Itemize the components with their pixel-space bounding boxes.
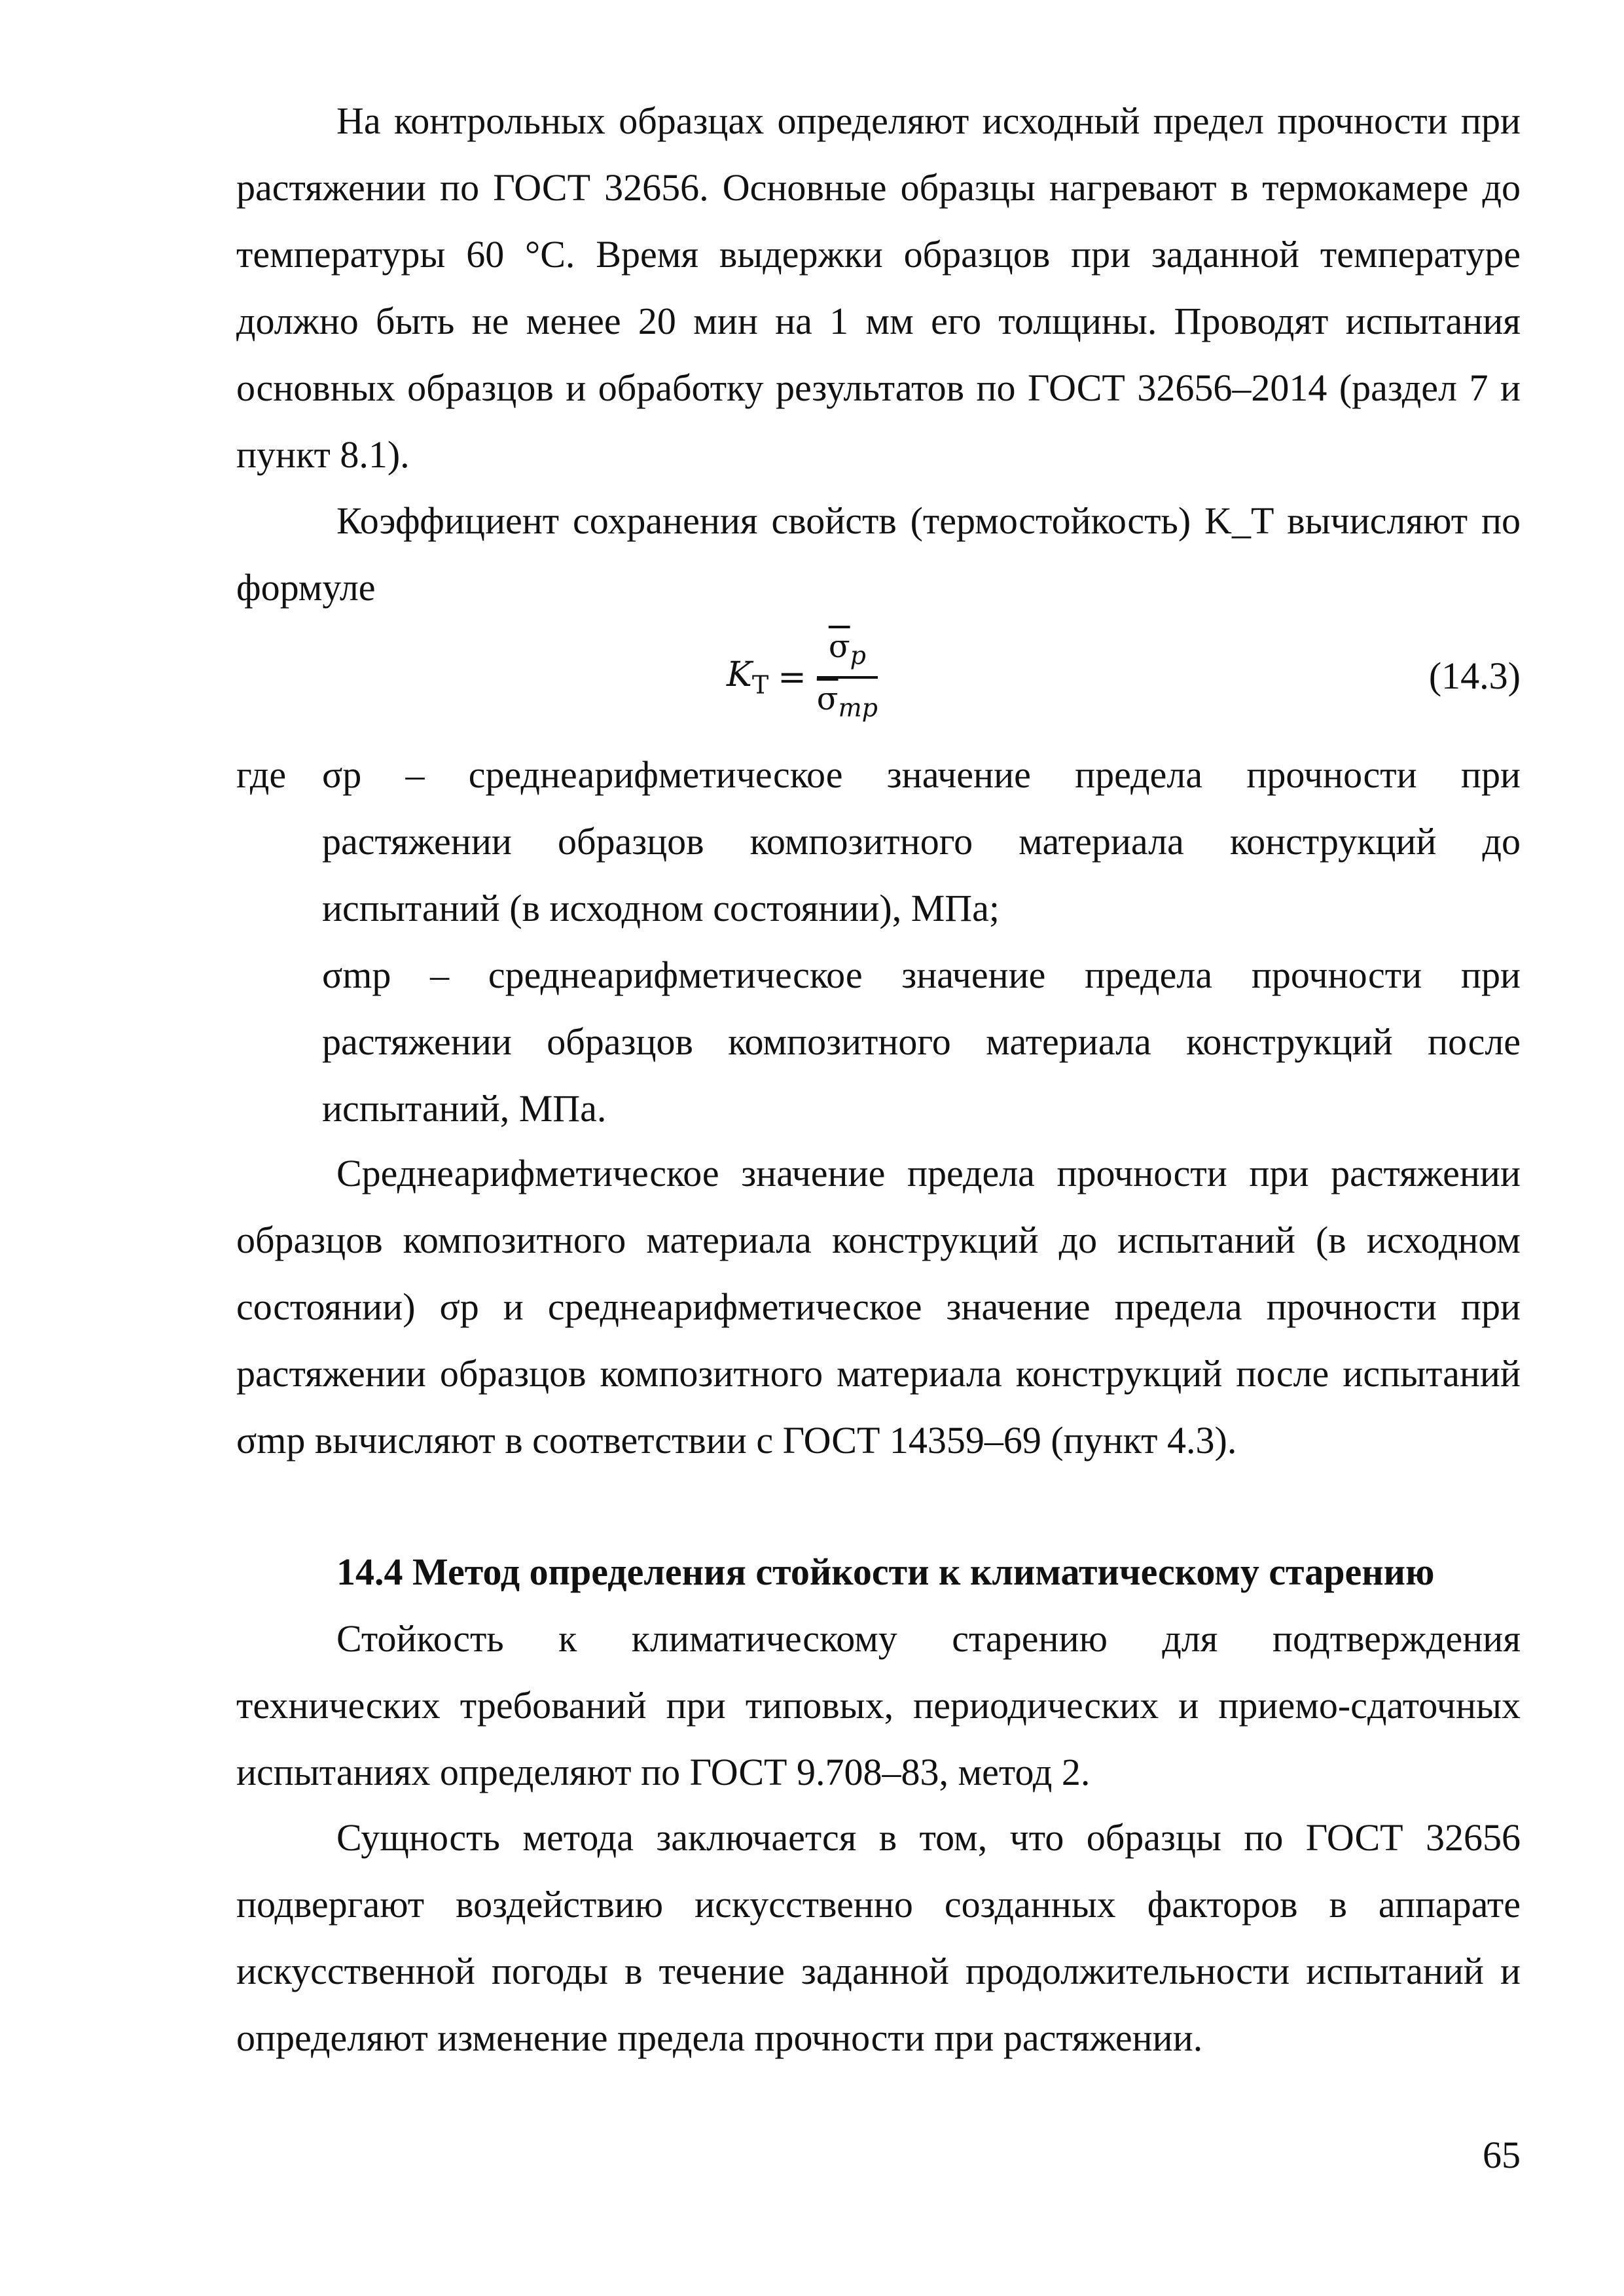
text-line: подвергают воздействию искусственно созданных факторов в аппарате [236,1883,1521,1926]
text-line: пункт 8.1). [236,433,410,476]
heading-text: 14.4 Метод определения стойкости к климатическому старению [336,1551,1435,1593]
paragraph-3 [236,1140,1521,1474]
paragraph-4 [236,1605,1521,1806]
text-line: растяжении образцов композитного материала конструкций после испытаний [236,1352,1521,1395]
paragraph-5 [236,1804,1521,2072]
text-line: растяжении по ГОСТ 32656. Основные образцы нагревают в термокамере до [236,166,1521,209]
text-line: Сущность метода заключается в том, что образцы по ГОСТ 32656 [336,1816,1521,1859]
definition-line: испытаний, МПа. [322,1087,607,1130]
text-line: испытаниях определяют по ГОСТ 9.708–83, метод 2. [236,1751,1091,1793]
definition-line: σmp – среднеарифметическое значение предела прочности при [322,954,1521,996]
formula-fraction [817,626,878,728]
formula-equals: = [778,658,806,697]
formula-14-3 [727,628,878,726]
text-line: должно быть не менее 20 мин на 1 мм его толщины. Проводят испытания [236,300,1521,342]
text-line: искусственной погоды в течение заданной продолжительности испытаний и [236,1950,1521,1992]
text-line: На контрольных образцах определяют исходный предел прочности при [336,99,1521,142]
definition-line: испытаний (в исходном состоянии), МПа; [322,887,1000,929]
definition-list [322,742,1521,1142]
equation-number: (14.3) [1428,655,1521,697]
text-line: Коэффициент сохранения свойств (термостойкость) K_T вычисляют по [336,499,1521,542]
formula-numerator: $\overline{\sigma}_p$ [828,628,866,670]
definition-line: растяжении образцов композитного материала конструкций после [322,1020,1521,1063]
text-line: состоянии) σp и среднеарифметическое значение предела прочности при [236,1285,1521,1328]
definition-line: растяжении образцов композитного материала конструкций до [322,820,1521,863]
paragraph-1 [236,88,1521,488]
paragraph-2 [236,488,1521,621]
page-number: 65 [1483,2134,1521,2176]
formula-denominator: $\overline{\sigma}_{mp}$ [816,681,878,723]
definition-line: σp – среднеарифметическое значение предела прочности при [322,753,1521,796]
text-line: формуле [236,566,376,609]
formula-lhs: $K_Т$ [727,655,769,700]
text-line: Стойкость к климатическому старению для подтверждения [336,1617,1521,1660]
text-line: технических требований при типовых, периодических и приемо-сдаточных [236,1684,1521,1727]
text-line: определяют изменение предела прочности при растяжении. [236,2017,1203,2059]
text-line: температуры 60 °С. Время выдержки образцов при заданной температуре [236,233,1521,276]
text-line: основных образцов и обработку результатов по ГОСТ 32656–2014 (раздел 7 и [236,367,1521,409]
text-line: Среднеарифметическое значение предела прочности при растяжении [336,1152,1521,1194]
text-line: σmp вычисляют в соответствии с ГОСТ 14359–69 (пункт 4.3). [236,1419,1237,1462]
text-line: образцов композитного материала конструкций до испытаний (в исходном [236,1219,1521,1261]
section-heading [236,1539,1521,1605]
where-label: где [236,753,287,796]
